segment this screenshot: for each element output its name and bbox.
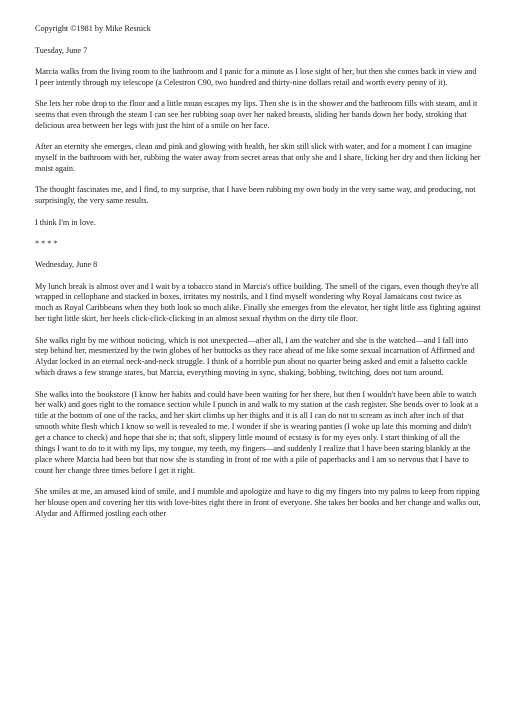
paragraph: Marcia walks from the living room to the bathroom and I panic for a minute as I lose sight of her, but then she comes back in view and I peer intently through my telescope (a Celestron C90, two hundred and thirty-nine dollars retail and worth every penny of it). [35,67,477,87]
paragraph: The thought fascinates me, and I find, to my surprise, that I have been rubbing my own body in the very same way, and producing, not surprisingly, the very same results. [35,185,476,206]
date-heading-june-7: Tuesday, June 7 [35,45,88,55]
document-page [35,24,481,726]
copyright-line: Copyright ©1981 by Mike Resnick [35,24,151,33]
paragraph: She walks right by me without noticing, which is not unexpected—after all, I am the watcher and she is the watched—and I fall into step behind her, mesmerized by the twin globes of her buttocks as they race ahead of me like some sexual incarnation of Affirmed and Alydar locked in an eternal neck-and-neck struggle. I think of a horrible pun about no quarter being asked and emit a falsetto cackle which draws a few strange stares, but Marcia, everything moving in sync, shaking, bobbing, twitching, does not turn around. [35,335,475,378]
paragraph: She smiles at me, an amused kind of smile, and I mumble and apologize and have to dig my fingers into my palms to keep from ripping her blouse open and covering her tits with love-bites right there in front of everyone. She takes her books and her change and walks out, Alydar and Affirmed jostling each other [35,487,481,518]
paragraph: My lunch break is almost over and I wait by a tobacco stand in Marcia's office building. The smell of the cigars, even though they're all wrapped in cellophane and stacked in boxes, irritates my nostrils, and I find myself wondering why Royal Jamaicans cost twice as much as Royal Caribbeans when they both look so much alike. Finally she emerges from the elevator, her tight little ass fighting against her tight little skirt, her heels click-click-clicking in an almost sexual rhythm on the dirty tile floor. [35,281,481,324]
paragraph: She walks into the bookstore (I know her habits and could have been waiting for her there, but then I wouldn't have been able to watch her walk) and goes right to the romance section while I punch in and walk to my station at the cash register. She bends over to look at a title at the bottom of one of the racks, and her skirt climbs up her thighs and it is all I can do not to scream as inch after inch of that smooth white flesh which I know so well is revealed to me. I wonder if she is wearing panties (I woke up late this morning and didn't get a chance to check) and hope that she is; that soft, slippery little mound of ecstasy is for my eyes only. I start thinking of all the things I want to do to it with my lips, my tongue, my teeth, my fingers—and suddenly I realize that I have been staring blankly at the place where Marcia had been but that now she is standing in front of me with a pile of paperbacks and I am so nervous that I have to count her change three times before I get it right. [35,389,479,475]
paragraph: I think I'm in love. [35,217,96,227]
paragraph: After an eternity she emerges, clean and pink and glowing with health, her skin still slick with water, and for a moment I can imagine myself in the bathroom with her, rubbing the water away from secret areas that only she and I share, licking her dry and then licking her moist again. [35,142,481,174]
section-separator: * * * * [35,238,58,248]
paragraph: She lets her robe drop to the floor and a little moan escapes my lips. Then she is in the shower and the bathroom fills with steam, and it seems that even through the steam I can see her rubbing soap over her naked breasts, sliding her hands down her body, stroking that delicious area between her legs with just the hint of a smile on her face. [35,99,478,131]
date-heading-june-8: Wednesday, June 8 [35,260,98,270]
